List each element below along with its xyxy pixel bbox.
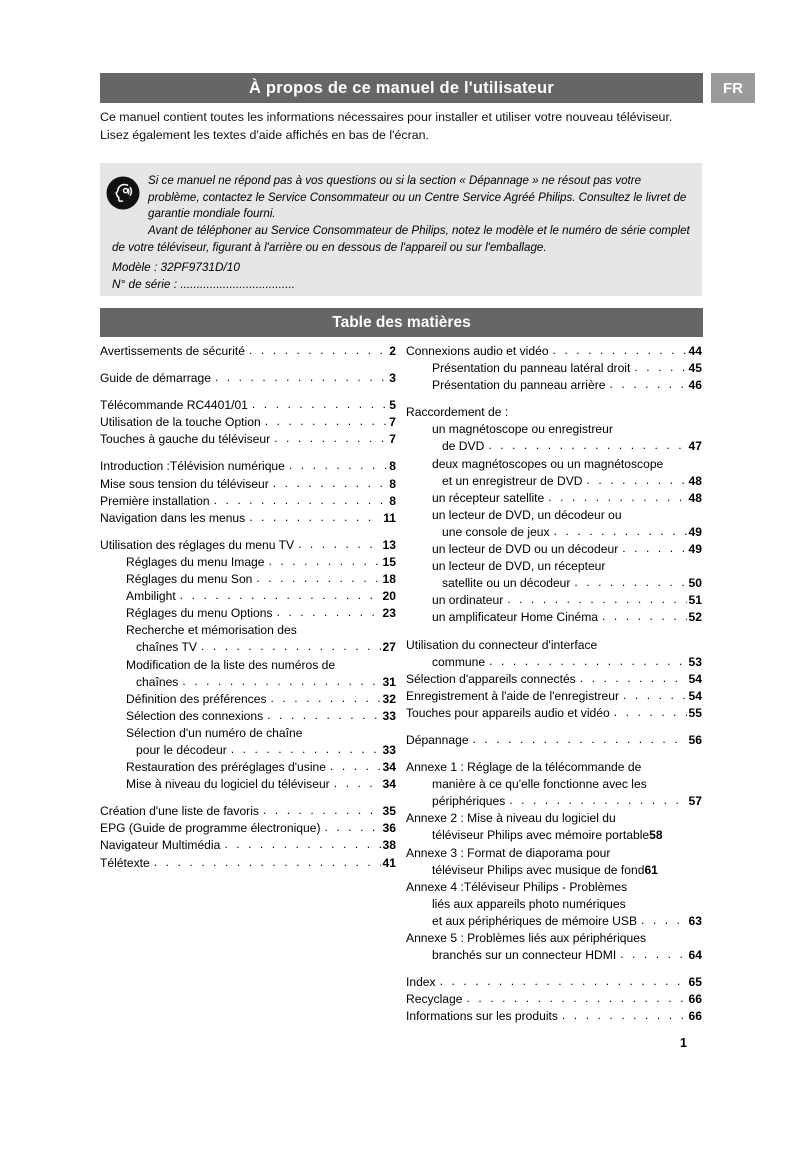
toc-entry[interactable] xyxy=(406,343,702,360)
toc-entry-page: 58 xyxy=(649,828,663,843)
toc-entry-page: 2 xyxy=(389,344,396,358)
toc-leader-dots xyxy=(614,704,687,721)
toc-entry-label: pour le décodeur xyxy=(136,742,227,757)
toc-entry[interactable] xyxy=(100,343,396,360)
toc-entry[interactable] xyxy=(406,490,702,507)
toc-entry[interactable] xyxy=(406,507,702,524)
toc-leader-dots xyxy=(489,653,686,670)
toc-entry-page: 15 xyxy=(382,554,396,569)
toc-entry-page: 66 xyxy=(688,992,702,1007)
toc-leader-dots xyxy=(440,973,687,990)
toc-entry[interactable] xyxy=(406,879,702,896)
toc-leader-dots xyxy=(623,687,687,704)
note-paragraph-1: Si ce manuel ne répond pas à vos questions ou si la section « Dépannage » ne résout pas votre problème, contactez le Service Consommateur ou un Centre Service Agréé Philips. Consultez le livret de garantie mondiale fourni. xyxy=(148,174,687,220)
toc-leader-dots xyxy=(466,990,686,1007)
toc-leader-dots xyxy=(587,472,687,489)
toc-leader-dots xyxy=(274,430,387,447)
toc-entry-label: liés aux appareils photo numériques xyxy=(432,896,626,911)
toc-entry-label: Enregistrement à l'aide de l'enregistreur xyxy=(406,688,620,703)
toc-entry-label: Informations sur les produits xyxy=(406,1009,558,1024)
toc-leader-dots xyxy=(554,523,687,540)
toc-entry-label: commune xyxy=(432,654,486,669)
toc-entry-page: 23 xyxy=(382,606,396,621)
toc-entry-page: 33 xyxy=(382,708,396,723)
toc-entry-page: 52 xyxy=(688,610,702,625)
toc-entry-page: 32 xyxy=(382,691,396,706)
toc-entry[interactable] xyxy=(100,370,396,387)
toc-entry-label: EPG (Guide de programme électronique) xyxy=(100,821,321,836)
toc-entry[interactable] xyxy=(406,913,702,930)
toc-entry-page: 48 xyxy=(688,490,702,505)
toc-entry[interactable] xyxy=(406,827,702,844)
toc-entry[interactable] xyxy=(406,759,702,776)
toc-entry-label: Utilisation de la touche Option xyxy=(100,415,261,430)
toc-entry-page: 51 xyxy=(688,593,702,608)
toc-entry-label: Navigation dans les menus xyxy=(100,510,246,525)
toc-entry[interactable] xyxy=(100,708,396,725)
toc-entry-label: un ordinateur xyxy=(432,593,504,608)
note-serial-line: N° de série : ................................... xyxy=(112,277,296,291)
toc-entry-label: Définition des préférences xyxy=(126,691,267,706)
toc-entry-label: manière à ce qu'elle fonctionne avec les xyxy=(432,777,647,792)
toc-entry[interactable] xyxy=(406,654,702,671)
toc-leader-dots xyxy=(249,342,387,359)
toc-entry[interactable] xyxy=(100,414,396,431)
toc-entry[interactable] xyxy=(100,725,396,742)
toc-leader-dots xyxy=(622,540,686,557)
toc-entry-page: 11 xyxy=(383,510,396,525)
toc-entry[interactable] xyxy=(406,360,702,377)
toc-entry[interactable] xyxy=(100,493,396,510)
toc-entry-label: Recyclage xyxy=(406,992,463,1007)
toc-entry[interactable] xyxy=(100,855,396,872)
toc-entry-page: 13 xyxy=(382,537,396,552)
toc-entry-label: Navigateur Multimédia xyxy=(100,838,221,853)
toc-entry[interactable] xyxy=(100,837,396,854)
footer-page-number: 1 xyxy=(680,1036,687,1050)
toc-entry[interactable] xyxy=(406,541,702,558)
toc-entry-label: Annexe 5 : Problèmes liés aux périphériques xyxy=(406,931,646,945)
toc-entry-page: 8 xyxy=(389,493,396,508)
toc-leader-dots xyxy=(609,376,686,393)
toc-entry-page: 64 xyxy=(688,948,702,963)
toc-entry[interactable] xyxy=(100,554,396,571)
toc-entry[interactable] xyxy=(406,862,702,879)
toc-entry-label: Réglages du menu Options xyxy=(126,606,273,621)
toc-entry-page: 66 xyxy=(688,1009,702,1024)
toc-entry[interactable] xyxy=(406,1008,702,1025)
toc-leader-dots xyxy=(553,342,687,359)
toc-entry-label: Première installation xyxy=(100,493,210,508)
toc-entry-page: 34 xyxy=(382,777,396,792)
toc-entry-page: 20 xyxy=(382,589,396,604)
toc-entry[interactable] xyxy=(406,524,702,541)
page-title: À propos de ce manuel de l'utilisateur xyxy=(100,73,703,103)
toc-entry-page: 7 xyxy=(389,432,396,447)
toc-leader-dots xyxy=(214,492,388,509)
toc-entry[interactable] xyxy=(406,896,702,913)
toc-entry[interactable] xyxy=(406,930,702,947)
toc-entry-page: 57 xyxy=(688,794,702,809)
toc-entry-page: 54 xyxy=(688,688,702,703)
toc-entry[interactable] xyxy=(100,458,396,475)
toc-entry-page: 53 xyxy=(688,654,702,669)
toc-entry-page: 55 xyxy=(688,705,702,720)
toc-group-spacer xyxy=(406,627,702,637)
toc-leader-dots xyxy=(324,819,380,836)
toc-entry-page: 27 xyxy=(382,640,396,655)
toc-entry-page: 46 xyxy=(688,378,702,393)
toc-entry-label: une console de jeux xyxy=(442,524,550,539)
toc-entry[interactable] xyxy=(406,845,702,862)
toc-entry-label: Présentation du panneau arrière xyxy=(432,378,606,393)
toc-entry[interactable] xyxy=(100,820,396,837)
toc-entry-label: chaînes xyxy=(136,674,179,689)
toc-entry-page: 36 xyxy=(382,821,396,836)
toc-leader-dots xyxy=(580,670,687,687)
toc-entry-label: de DVD xyxy=(442,439,485,454)
toc-leader-dots xyxy=(620,946,686,963)
toc-entry-label: Index xyxy=(406,975,436,990)
toc-entry-label: Guide de démarrage xyxy=(100,371,211,386)
toc-leader-dots xyxy=(273,475,388,492)
toc-entry-label: Réglages du menu Son xyxy=(126,572,253,587)
toc-entry[interactable] xyxy=(100,605,396,622)
toc-entry-label: Dépannage xyxy=(406,732,469,747)
toc-entry-label: téléviseur Philips avec mémoire portable xyxy=(432,828,650,843)
language-badge: FR xyxy=(711,73,755,103)
toc-entry-page: 44 xyxy=(688,344,702,358)
toc-leader-dots xyxy=(277,604,381,621)
toc-leader-dots xyxy=(154,854,381,871)
toc-entry-page: 61 xyxy=(644,862,658,877)
toc-entry-label: un lecteur de DVD, un récepteur xyxy=(432,559,606,574)
toc-entry[interactable] xyxy=(100,476,396,493)
toc-entry-label: Annexe 1 : Réglage de la télécommande de xyxy=(406,760,642,775)
toc-leader-dots xyxy=(269,553,381,570)
toc-entry-label: Recherche et mémorisation des xyxy=(126,623,297,638)
toc-entry[interactable] xyxy=(100,759,396,776)
toc-entry-page: 5 xyxy=(389,398,396,413)
toc-leader-dots xyxy=(215,369,387,386)
toc-entry-label: Mise à niveau du logiciel du téléviseur xyxy=(126,777,330,792)
toc-leader-dots xyxy=(298,536,380,553)
toc-entry-label: Annexe 3 : Format de diaporama pour xyxy=(406,845,611,860)
toc-entry-page: 56 xyxy=(688,732,702,747)
toc-leader-dots xyxy=(548,489,686,506)
toc-leader-dots xyxy=(201,638,381,655)
toc-entry[interactable] xyxy=(406,637,702,654)
toc-entry-page: 49 xyxy=(688,524,702,539)
toc-entry-page: 8 xyxy=(389,476,396,491)
toc-entry-page: 48 xyxy=(688,473,702,488)
toc-entry[interactable] xyxy=(406,558,702,575)
toc-entry-label: branchés sur un connecteur HDMI xyxy=(432,948,617,963)
toc-entry[interactable] xyxy=(406,732,702,749)
toc-group-spacer xyxy=(406,394,702,404)
toc-entry-label: Télécommande RC4401/01 xyxy=(100,398,248,413)
toc-entry-page: 8 xyxy=(389,459,396,474)
toc-entry-label: Utilisation des réglages du menu TV xyxy=(100,537,295,552)
toc-entry-label: Sélection des connexions xyxy=(126,708,264,723)
toc-entry-page: 63 xyxy=(688,913,702,928)
toc-leader-dots xyxy=(252,396,387,413)
toc-entry-label: Restauration des préréglages d'usine xyxy=(126,760,326,775)
toc-entry[interactable] xyxy=(406,671,702,688)
toc-entry-page: 47 xyxy=(688,439,702,454)
toc-entry-label: satellite ou un décodeur xyxy=(442,576,571,591)
toc-entry[interactable] xyxy=(100,742,396,759)
toc-entry-label: Touches pour appareils audio et vidéo xyxy=(406,705,610,720)
toc-leader-dots xyxy=(182,673,380,690)
toc-entry-label: et un enregistreur de DVD xyxy=(442,473,583,488)
toc-entry[interactable] xyxy=(100,691,396,708)
toc-entry[interactable] xyxy=(406,776,702,793)
page-header xyxy=(100,73,755,103)
toc-entry[interactable] xyxy=(406,421,702,438)
toc-entry-label: Réglages du menu Image xyxy=(126,554,265,569)
toc-entry[interactable] xyxy=(100,537,396,554)
toc-entry[interactable] xyxy=(406,592,702,609)
toc-leader-dots xyxy=(509,792,686,809)
toc-entry-label: un lecteur de DVD ou un décodeur xyxy=(432,542,619,557)
toc-entry-label: un récepteur satellite xyxy=(432,490,545,505)
toc-entry[interactable] xyxy=(100,803,396,820)
toc-entry-label: deux magnétoscopes ou un magnétoscope xyxy=(432,456,664,471)
toc-leader-dots xyxy=(224,836,380,853)
toc-leader-dots xyxy=(289,457,387,474)
toc-entry-label: Raccordement de : xyxy=(406,405,509,420)
note-model-line: Modèle : 32PF9731D/10 xyxy=(112,260,240,274)
toc-leader-dots xyxy=(574,574,686,591)
toc-entry-label: et aux périphériques de mémoire USB xyxy=(432,913,638,928)
toc-entry-label: Sélection d'appareils connectés xyxy=(406,671,576,686)
toc-entry-label: Annexe 2 : Mise à niveau du logiciel du xyxy=(406,811,616,826)
toc-entry[interactable] xyxy=(406,473,702,490)
toc-entry-label: un amplificateur Home Cinéma xyxy=(432,610,599,625)
toc-leader-dots xyxy=(231,741,381,758)
toc-leader-dots xyxy=(562,1007,687,1024)
toc-leader-dots xyxy=(263,802,381,819)
toc-leader-dots xyxy=(265,413,388,430)
toc-entry-label: Mise sous tension du téléviseur xyxy=(100,476,269,491)
toc-entry[interactable] xyxy=(100,639,396,656)
toc-leader-dots xyxy=(634,359,686,376)
toc-entry-label: chaînes TV xyxy=(136,640,197,655)
toc-entry-page: 35 xyxy=(382,804,396,819)
toc-entry[interactable] xyxy=(100,397,396,414)
toc-entry[interactable] xyxy=(406,793,702,810)
toc-entry-label: Sélection d'un numéro de chaîne xyxy=(126,725,303,740)
note-paragraph-2: Avant de téléphoner au Service Consommateur de Philips, notez le modèle et le numéro de série complet de votre téléviseur, figurant à l'arrière ou en dessous de l'appareil ou sur l'emballage. xyxy=(112,224,690,254)
note-box xyxy=(100,163,702,296)
toc-entry-label: périphériques xyxy=(432,794,506,809)
toc-leader-dots xyxy=(334,775,381,792)
toc-entry-page: 41 xyxy=(382,855,396,870)
toc-entry-label: Utilisation du connecteur d'interface xyxy=(406,637,598,652)
toc-group-spacer xyxy=(406,749,702,759)
toc-entry-label: Avertissements de sécurité xyxy=(100,344,245,358)
toc-entry[interactable] xyxy=(100,588,396,605)
toc-entry[interactable] xyxy=(406,810,702,827)
toc-leader-dots xyxy=(507,591,686,608)
toc-entry[interactable] xyxy=(406,688,702,705)
toc-entry[interactable] xyxy=(406,609,702,626)
toc-entry[interactable] xyxy=(406,705,702,722)
toc-entry[interactable] xyxy=(406,974,702,991)
toc-leader-dots xyxy=(271,690,381,707)
toc-entry[interactable] xyxy=(100,674,396,691)
toc-entry-page: 7 xyxy=(389,415,396,430)
toc-entry[interactable] xyxy=(406,947,702,964)
toc-entry[interactable] xyxy=(406,438,702,455)
toc-entry-page: 49 xyxy=(688,542,702,557)
toc-entry[interactable] xyxy=(406,404,702,421)
toc-entry-page: 31 xyxy=(382,674,396,689)
toc-leader-dots xyxy=(641,912,687,929)
toc-entry[interactable] xyxy=(100,776,396,793)
toc-entry-page: 34 xyxy=(382,760,396,775)
toc-entry[interactable] xyxy=(406,456,702,473)
toc-entry[interactable] xyxy=(100,571,396,588)
toc-leader-dots xyxy=(249,509,381,526)
toc-entry-page: 54 xyxy=(688,671,702,686)
support-headset-icon xyxy=(106,176,140,210)
toc-entry-page: 45 xyxy=(688,361,702,376)
toc-entry-label: Touches à gauche du téléviseur xyxy=(100,432,271,447)
toc-entry[interactable] xyxy=(100,431,396,448)
toc-entry-label: Ambilight xyxy=(126,589,176,604)
toc-entry[interactable] xyxy=(100,657,396,674)
toc-entry[interactable] xyxy=(100,622,396,639)
toc-leader-dots xyxy=(267,707,380,724)
toc-entry-page: 18 xyxy=(382,572,396,587)
toc-entry-label: un lecteur de DVD, un décodeur ou xyxy=(432,507,622,522)
toc-entry-page: 50 xyxy=(688,576,702,591)
toc-leader-dots xyxy=(180,587,381,604)
toc-leader-dots xyxy=(330,758,381,775)
toc-leader-dots xyxy=(488,437,686,454)
toc-entry-label: Connexions audio et vidéo xyxy=(406,344,549,358)
toc-entry-page: 65 xyxy=(688,975,702,990)
toc-entry[interactable] xyxy=(406,991,702,1008)
toc-leader-dots xyxy=(602,608,687,625)
toc-entry[interactable] xyxy=(100,510,396,527)
toc-entry-label: téléviseur Philips avec musique de fond xyxy=(432,862,645,877)
toc-entry[interactable] xyxy=(406,575,702,592)
toc-column-right xyxy=(406,343,702,1025)
toc-entry-label: Annexe 4 :Téléviseur Philips - Problèmes xyxy=(406,879,628,894)
toc-column-left xyxy=(100,343,396,872)
toc-entry-page: 3 xyxy=(389,371,396,386)
toc-entry-label: Modification de la liste des numéros de xyxy=(126,657,336,672)
toc-entry-page: 33 xyxy=(382,742,396,757)
toc-entry-label: Présentation du panneau latéral droit xyxy=(432,361,631,376)
toc-entry-page: 38 xyxy=(382,838,396,853)
toc-entry-label: un magnétoscope ou enregistreur xyxy=(432,422,613,437)
toc-leader-dots xyxy=(473,731,687,748)
toc-entry-label: Télétexte xyxy=(100,855,150,870)
toc-entry-label: Introduction :Télévision numérique xyxy=(100,459,285,474)
toc-entry-label: Création d'une liste de favoris xyxy=(100,804,259,819)
intro-paragraph: Ce manuel contient toutes les informations nécessaires pour installer et utiliser votre nouveau téléviseur. Lisez également les textes d'aide affichés en bas de l'écran. xyxy=(100,110,673,142)
toc-entry[interactable] xyxy=(406,377,702,394)
toc-leader-dots xyxy=(256,570,380,587)
toc-title: Table des matières xyxy=(100,308,703,337)
